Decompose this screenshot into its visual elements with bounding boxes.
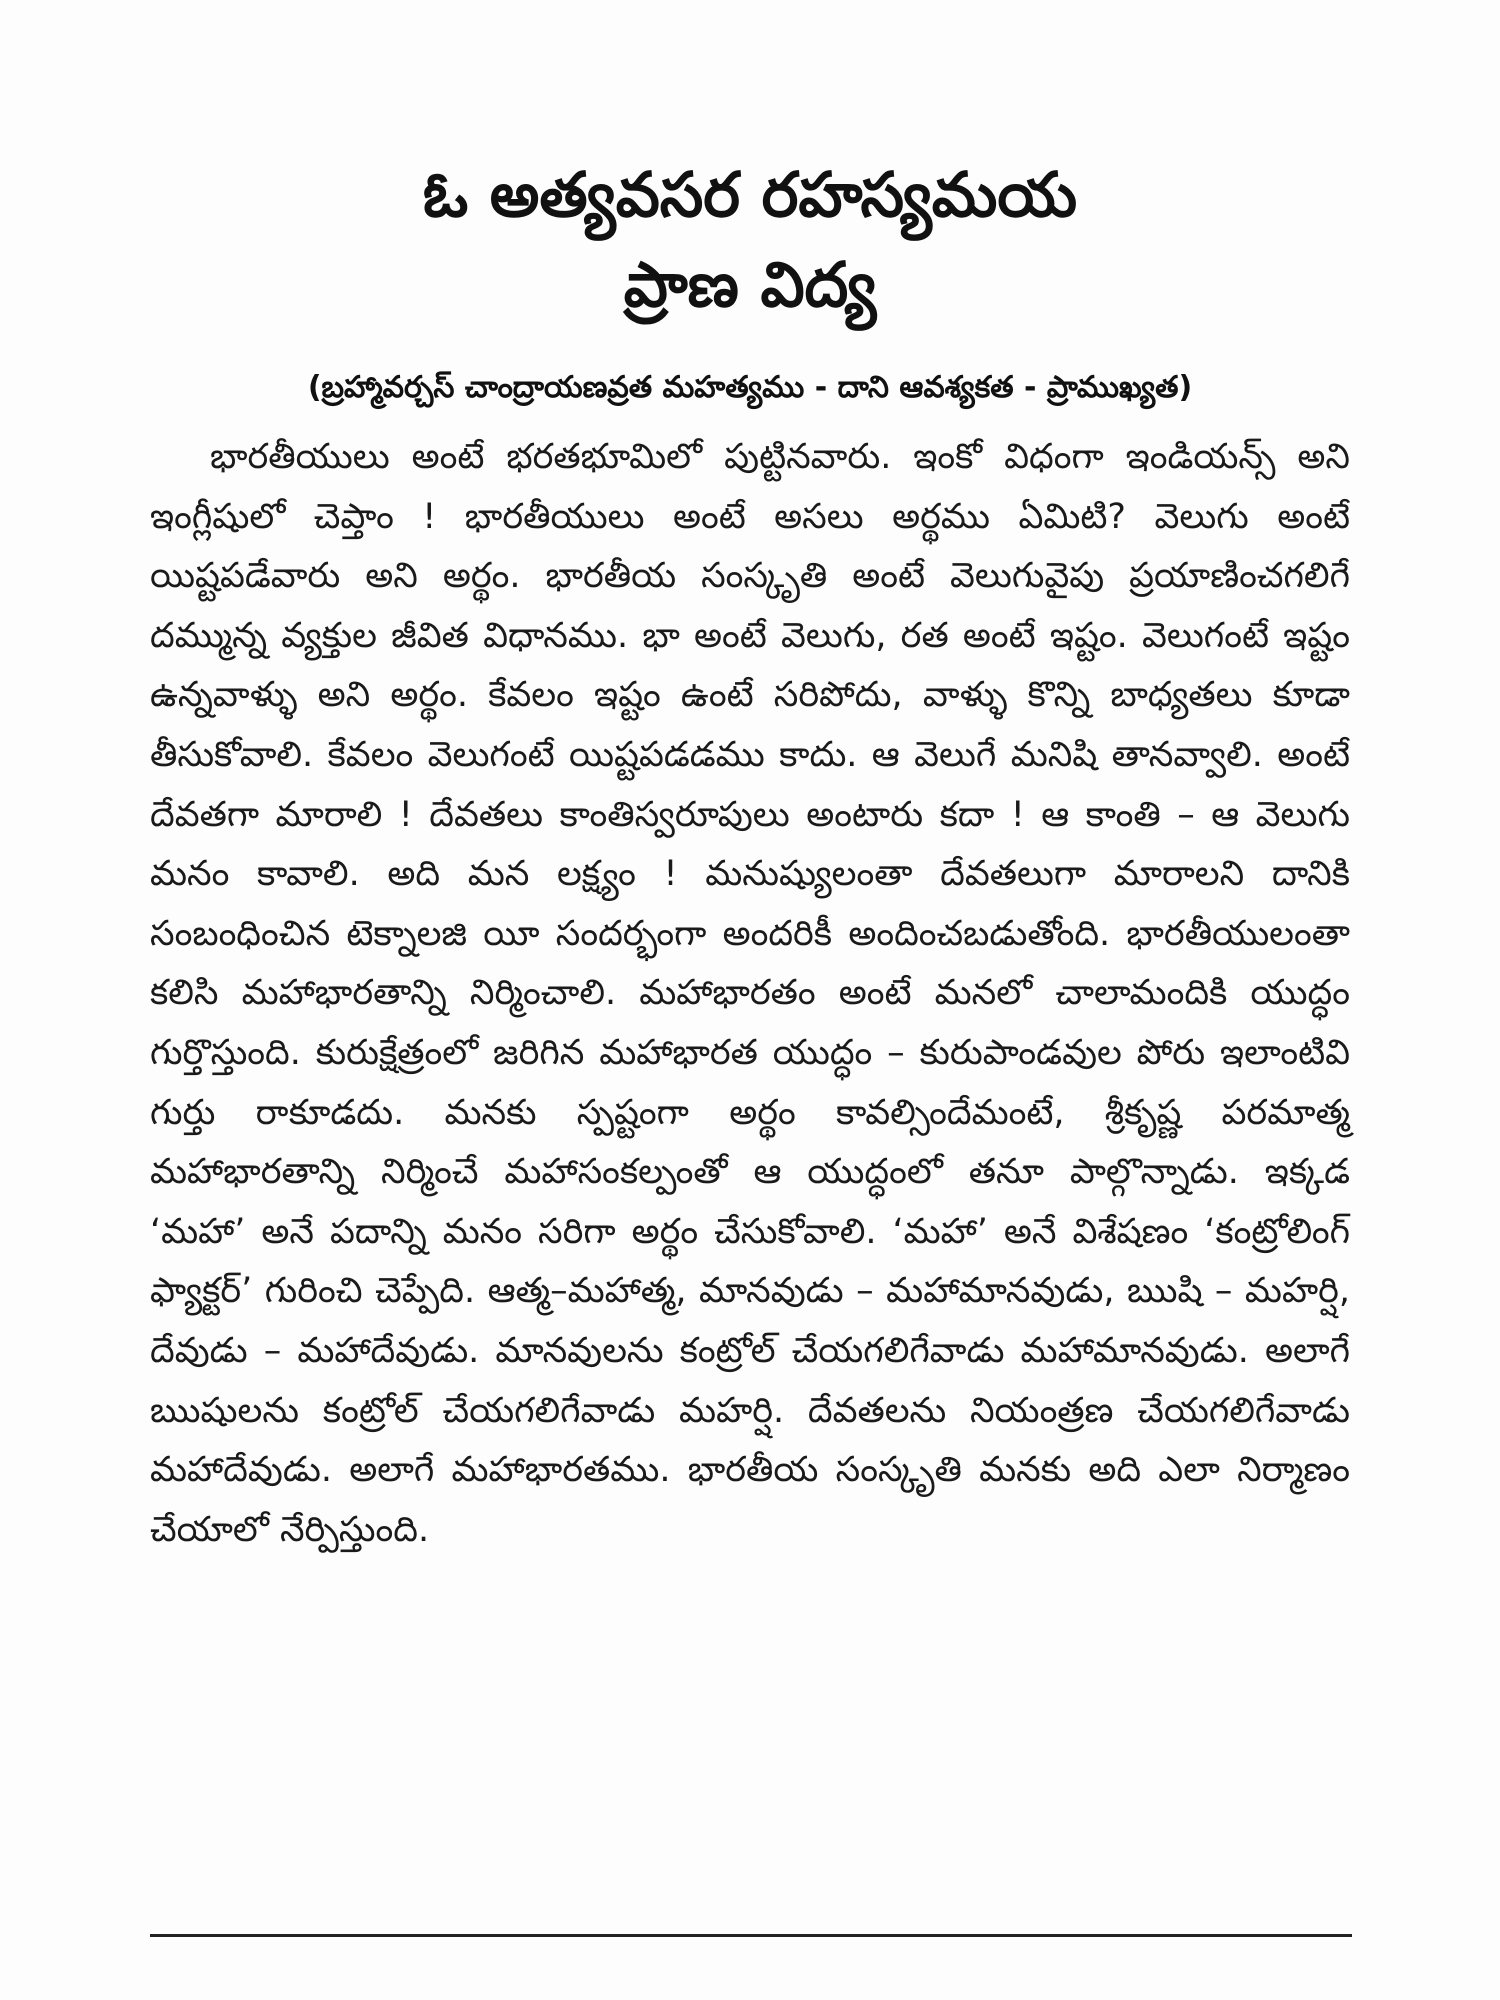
bottom-divider: [150, 1934, 1352, 1937]
subtitle: (బ్రహ్మావర్చస్ చాంద్రాయణవ్రత మహత్యము - దాని ఆవశ్యకత - ప్రాముఖ్యత): [307, 370, 1193, 405]
body-paragraph: భారతీయులు అంటే భరతభూమిలో పుట్టినవారు. ఇంకో విధంగా ఇండియన్స్ అని ఇంగ్లీషులో చెప్తాం ! భారతీయులు అంటే అసలు అర్థము ఏమిటి? వెలుగు అంటే యిష్టపడేవారు అని అర్థం. భారతీయ సంస్కృతి అంటే వెలుగువైపు ప్రయాణించగలిగే దమ్మున్న వ్యక్తుల జీవిత విధానము. భా అంటే వెలుగు, రత అంటే ఇష్టం. వెలుగంటే ఇష్టం ఉన్నవాళ్ళు అని అర్థం. కేవలం ఇష్టం ఉంటే సరిపోదు, వాళ్ళు కొన్ని బాధ్యతలు కూడా తీసుకోవాలి. కేవలం వెలుగంటే యిష్టపడడము కాదు. ఆ వెలుగే మనిషి తానవ్వాలి. అంటే దేవతగా మారాలి ! దేవతలు కాంతిస్వరూపులు అంటారు కదా ! ఆ కాంతి – ఆ వెలుగు మనం కావాలి. అది మన లక్ష్యం ! మనుష్యులంతా దేవతలుగా మారాలని దానికి సంబంధించిన టెక్నాలజి యీ సందర్భంగా అందరికీ అందించబడుతోంది. భారతీయులంతా కలిసి మహాభారతాన్ని నిర్మించాలి. మహాభారతం అంటే మనలో చాలామందికి యుద్ధం గుర్తొస్తుంది. కురుక్షేత్రంలో జరిగిన మహాభారత యుద్ధం – కురుపాండవుల పోరు ఇలాంటివి గుర్తు రాకూడదు. మనకు స్పష్టంగా అర్థం కావల్సిందేమంటే, శ్రీకృష్ణ పరమాత్మ మహాభారతాన్ని నిర్మించే మహాసంకల్పంతో ఆ యుద్ధంలో తనూ పాల్గొన్నాడు. ఇక్కడ ‘మహా’ అనే పదాన్ని మనం సరిగా అర్థం చేసుకోవాలి. ‘మహా’ అనే విశేషణం ‘కంట్రోలింగ్ ఫ్యాక్టర్’ గురించి చెప్పేది. ఆత్మ–మహాత్మ, మానవుడు – మహామానవుడు, ఋషి – మహర్షి, దేవుడు – మహాదేవుడు. మానవులను కంట్రోల్ చేయగలిగేవాడు మహామానవుడు. అలాగే ఋషులను కంట్రోల్ చేయగలిగేవాడు మహర్షి. దేవతలను నియంత్రణ చేయగలిగేవాడు మహాదేవుడు. అలాగే మహాభారతము. భారతీయ సంస్కృతి మనకు అది ఎలా నిర్మాణం చేయాలో నేర్పిస్తుంది.: [150, 437, 1350, 1550]
title-line-2: ప్రాణ విద్య: [623, 247, 877, 321]
page-title: [150, 150, 1350, 330]
title-line-1: ఓ అత్యవసర రహస్యమయ: [422, 158, 1078, 231]
